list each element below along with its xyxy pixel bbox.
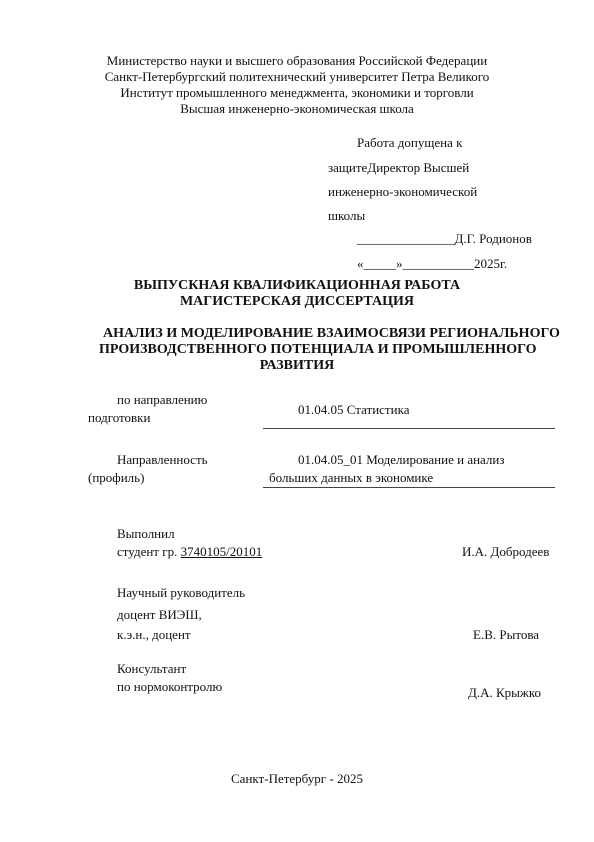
profile-value-line-1: 01.04.05_01 Моделирование и анализ xyxy=(298,452,505,467)
approval-signature-line xyxy=(357,231,532,247)
signature-blank: _______________ xyxy=(357,231,455,246)
university-line: Санкт-Петербургский политехнический университет Петра Великого xyxy=(104,69,490,84)
consultant-label-line-1: Консультант xyxy=(117,661,187,676)
student-group: 3740105/20101 xyxy=(180,544,263,559)
work-title-line-1: АНАЛИЗ И МОДЕЛИРОВАНИЕ ВЗАИМОСВЯЗИ РЕГИОНАЛЬНОГО xyxy=(103,326,560,341)
profile-label-line-1: Направленность xyxy=(117,452,208,467)
supervisor-name: Е.В. Рытова xyxy=(473,627,540,642)
approval-date-line: «_____»___________2025г. xyxy=(357,256,508,271)
direction-label-line-1: по направлению xyxy=(117,392,208,407)
approval-line-3: инженерно-экономической xyxy=(328,184,478,199)
footer-city-year: Санкт-Петербург - 2025 xyxy=(231,771,363,786)
work-title-line-3: РАЗВИТИЯ xyxy=(259,358,335,373)
supervisor-position: доцент ВИЭШ, xyxy=(117,607,202,622)
consultant-name: Д.А. Крыжко xyxy=(468,685,542,700)
consultant-label-line-2: по нормоконтролю xyxy=(117,679,223,694)
school-line: Высшая инженерно-экономическая школа xyxy=(180,101,414,116)
approval-line-1: Работа допущена к xyxy=(357,135,463,150)
approval-signer: Д.Г. Родионов xyxy=(454,231,532,246)
work-type: ВЫПУСКНАЯ КВАЛИФИКАЦИОННАЯ РАБОТА xyxy=(133,278,461,293)
ministry-line: Министерство науки и высшего образования Российской Федерации xyxy=(106,53,488,68)
work-subtype: МАГИСТЕРСКАЯ ДИССЕРТАЦИЯ xyxy=(179,294,415,309)
institute-line: Институт промышленного менеджмента, экономики и торговли xyxy=(120,85,474,100)
supervisor-label: Научный руководитель xyxy=(117,585,246,600)
approval-line-4: школы xyxy=(328,208,366,223)
performer-label: Выполнил xyxy=(117,526,175,541)
profile-label-line-2: (профиль) xyxy=(88,470,145,485)
approval-line-2: защитеДиректор Высшей xyxy=(328,160,470,175)
direction-value: 01.04.05 Статистика xyxy=(298,402,410,417)
performer-student-line xyxy=(117,544,262,560)
student-prefix: студент гр. xyxy=(117,544,181,559)
direction-label-line-2: подготовки xyxy=(88,410,151,425)
work-title-line-2: ПРОИЗВОДСТВЕННОГО ПОТЕНЦИАЛА И ПРОМЫШЛЕННОГО xyxy=(99,342,537,357)
performer-name: И.А. Добродеев xyxy=(462,544,550,559)
direction-underline xyxy=(263,428,555,429)
profile-underline xyxy=(263,487,555,488)
supervisor-degree: к.э.н., доцент xyxy=(117,627,191,642)
profile-value-line-2: больших данных в экономике xyxy=(269,470,434,485)
